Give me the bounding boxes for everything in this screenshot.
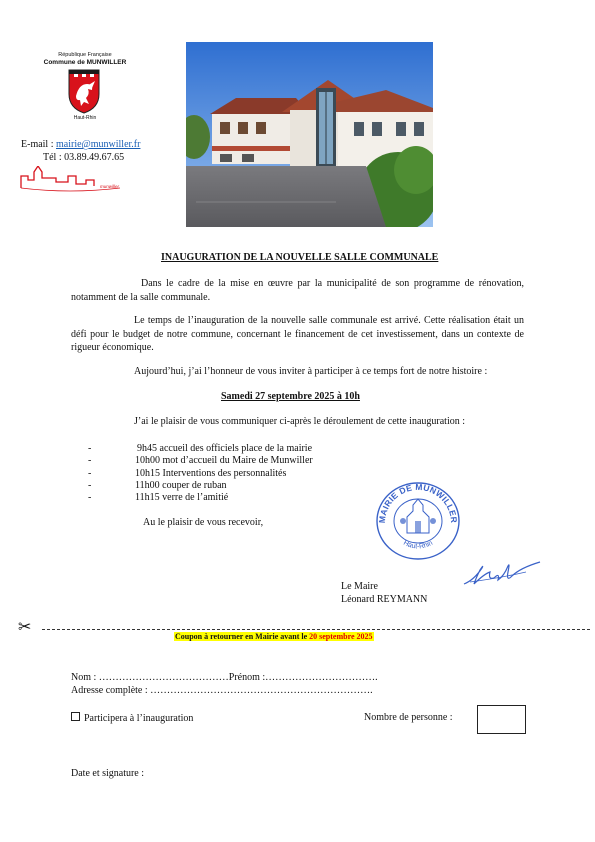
mayor-signature xyxy=(460,558,542,588)
cut-line xyxy=(42,629,590,630)
republic-label: République Française xyxy=(58,52,112,58)
participation-option[interactable] xyxy=(71,712,193,724)
commune-name: Commune de MUNWILLER xyxy=(43,59,127,66)
project-paragraph: Le temps de l’inauguration de la nouvelle salle communale est arrivé. Cette réalisation était un défi pour le budget de notre commune, concernant le financement de cet investissement, dans un contexte de rigueur économique. xyxy=(71,315,524,353)
signatory-name: Léonard REYMANN xyxy=(341,594,428,605)
coupon-prefix: Coupon à retourner en Mairie avant le xyxy=(175,632,308,641)
persons-count-box[interactable] xyxy=(477,705,526,734)
scissors-icon: ✂ xyxy=(18,617,32,636)
crest-shield-icon xyxy=(65,68,103,114)
page-title: INAUGURATION DE LA NOUVELLE SALLE COMMUNALE xyxy=(161,252,439,263)
participation-checkbox[interactable] xyxy=(71,712,80,721)
skyline-text: munwiller xyxy=(100,184,120,189)
village-skyline-logo xyxy=(20,166,132,194)
intro-paragraph: Dans le cadre de la mise en œuvre par la municipalité de son programme de rénovation, notamment de la salle communale. xyxy=(71,278,524,303)
address-field-line[interactable]: Adresse complète : …………………………………………………………. xyxy=(71,685,373,696)
closing-line: Au le plaisir de vous recevoir, xyxy=(143,517,264,528)
region-label: Haut-Rhin xyxy=(73,115,97,121)
participation-label: Participera à l’inauguration xyxy=(84,713,194,724)
stamp-bottom-text: Haut-Rhin xyxy=(402,539,434,551)
email-row xyxy=(21,139,140,150)
schedule-intro: J’ai le plaisir de vous communiquer ci-après le déroulement de cette inauguration : xyxy=(134,416,465,427)
email-link[interactable]: mairie@munwiller.fr xyxy=(56,139,141,150)
event-date: Samedi 27 septembre 2025 à 10h xyxy=(221,391,360,402)
stamp-top-text: MAIRIE DE MUNWILLER xyxy=(376,481,460,524)
name-field-line[interactable]: Nom : …………………………………Prénom :……………………………. xyxy=(71,672,378,683)
email-label: E-mail : xyxy=(21,139,54,150)
coupon-header xyxy=(174,632,374,641)
date-signature-label: Date et signature : xyxy=(71,768,145,779)
coupon-deadline: 20 septembre 2025 xyxy=(309,632,373,641)
persons-label: Nombre de personne : xyxy=(364,712,453,723)
svg-text:MAIRIE DE MUNWILLER xyxy=(377,482,459,524)
commune-crest-block xyxy=(30,52,140,120)
town-hall-stamp xyxy=(375,481,461,561)
invitation-paragraph: Aujourd’hui, j’ai l’honneur de vous inviter à participer à ce temps fort de notre histoire : xyxy=(134,366,488,377)
svg-text:Haut-Rhin xyxy=(402,540,434,551)
signatory-role: Le Maire xyxy=(341,581,378,592)
phone-number: Tél : 03.89.49.67.65 xyxy=(43,152,125,163)
community-hall-photo xyxy=(186,42,433,227)
